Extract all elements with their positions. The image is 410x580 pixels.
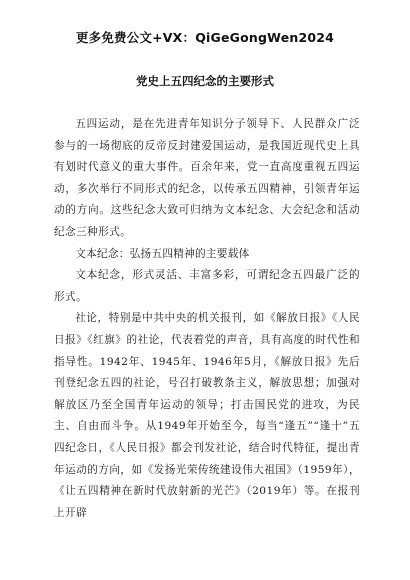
document-body (54, 114, 360, 524)
paragraph-editorials: 社论，特别是中共中央的机关报刊，如《解放日报》《人民日报》《红旗》的社论，代表着党的声音，具有高度的时代性和指导性。1942年、1945年、1946年5月，《解放日报》先后刊登纪念五四的社论，号召打破教条主义，解放思想；加强对解放区乃至全国青年运动的领导；打击国民党的进攻，为民主、自由而斗争。从1949年开始至今，每当“逢五”“逢十”五四纪念日，《人民日报》都会刊发社论，结合时代特征，提出青年运动的方向，如《发扬光荣传统建设伟大祖国》（1959年），《让五四精神在新时代放射新的光芒》（2019年）等。在报刊上开辟 (54, 312, 360, 519)
promo-banner: 更多免费公文+VX：QiGeGongWen2024 (75, 30, 335, 45)
document-title: 党史上五四纪念的主要形式 (136, 74, 274, 88)
paragraph-text-commemoration: 文本纪念，形式灵活、丰富多彩，可谓纪念五四最广泛的形式。 (54, 269, 360, 303)
paragraph-intro: 五四运动，是在先进青年知识分子领导下、人民群众广泛参与的一场彻底的反帝反封建爱国运动，是我国近现代史上具有划时代意义的重大事件。百余年来，党一直高度重视五四运动，多次举行不同形式的纪念，以传承五四精神，引领青年运动的方向。这些纪念大致可归纳为文本纪念、大会纪念和活动纪念三种形式。 (54, 118, 360, 238)
section-heading: 文本纪念：弘扬五四精神的主要载体 (75, 247, 250, 260)
